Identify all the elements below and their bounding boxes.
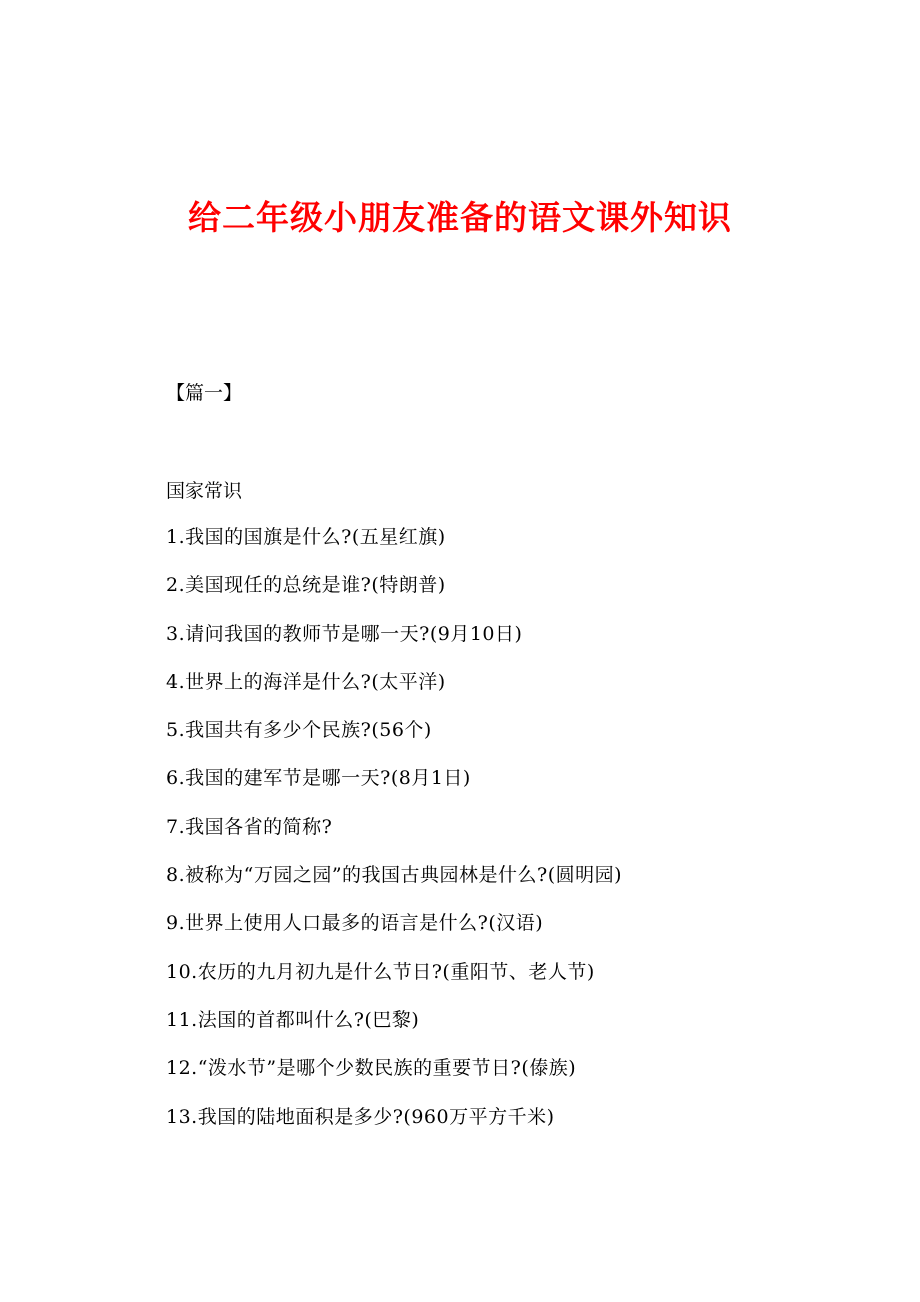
question-list [166,522,866,1150]
question-item: 3.请问我国的教师节是哪一天?(9月10日) [166,622,523,645]
question-item: 6.我国的建军节是哪一天?(8月1日) [166,767,471,790]
document-title: 给二年级小朋友准备的语文课外知识 [188,198,732,237]
question-item: 12.“泼水节”是哪个少数民族的重要节日?(傣族) [166,1057,577,1080]
question-item: 13.我国的陆地面积是多少?(960万平方千米) [166,1105,555,1128]
question-item: 11.法国的首都叫什么?(巴黎) [166,1008,420,1031]
category-heading: 国家常识 [166,480,243,502]
question-item: 10.农历的九月初九是什么节日?(重阳节、老人节) [166,960,595,983]
section-heading: 【篇一】 [166,382,243,404]
question-item: 1.我国的国旗是什么?(五星红旗) [166,526,446,548]
question-item: 7.我国各省的简称? [166,815,333,838]
question-item: 9.世界上使用人口最多的语言是什么?(汉语) [166,912,544,935]
question-item: 5.我国共有多少个民族?(56个) [166,719,432,742]
question-item: 4.世界上的海洋是什么?(太平洋) [166,670,446,693]
question-item: 2.美国现任的总统是谁?(特朗普) [166,574,446,597]
question-item: 8.被称为“万园之园”的我国古典园林是什么?(圆明园) [166,864,623,887]
